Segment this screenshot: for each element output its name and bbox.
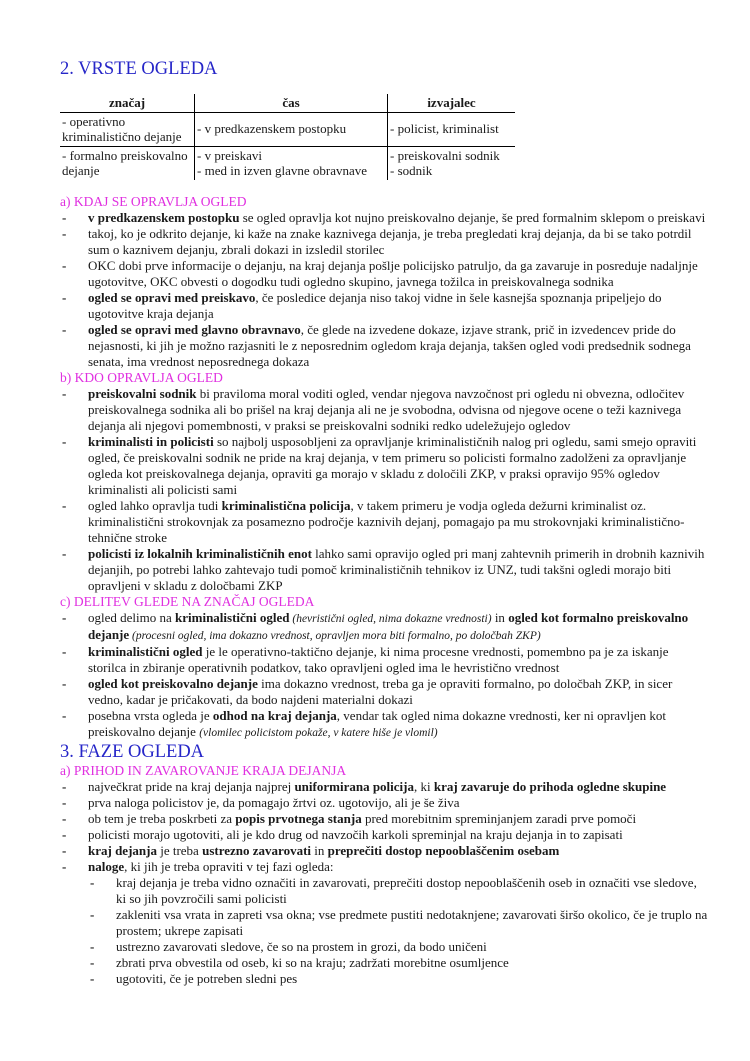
list-item: [60, 322, 710, 370]
list-item: [60, 676, 710, 708]
text: , ki jih je treba opraviti v tej fazi ogleda:: [124, 858, 334, 874]
subsection-title: a) PRIHOD IN ZAVAROVANJE KRAJA DEJANJA: [60, 762, 347, 778]
text: OKC dobi prve informacije o dejanju, na kraj dejanja pošlje policijsko patruljo, da ga zavaruje in posreduje nadaljnje ugotovitve, OKC obvesti o dogodku tudi ogledno skupino, javnega tožilca in preiskovalnega sodnika: [88, 257, 698, 289]
bold-text: ogled kot formalno preiskovalno dejanje: [88, 609, 689, 642]
bold-text: kriminalistični ogled: [175, 609, 290, 625]
list-item: [60, 795, 710, 811]
text: ob tem je treba poskrbeti za: [88, 810, 236, 826]
bold-text: ogled kot preiskovalno dejanje: [88, 675, 258, 691]
text: , ki: [413, 778, 434, 794]
bold-text: preiskovalni sodnik: [88, 385, 197, 401]
bold-text: policisti iz lokalnih kriminalističnih enot: [88, 545, 312, 561]
bold-text: ogled se opravi med glavno obravnavo: [88, 321, 301, 337]
table-cell: - v preiskavi - med in izven glavne obravnave: [195, 146, 388, 180]
list-item: [88, 907, 710, 939]
table-cell: - preiskovalni sodnik - sodnik: [388, 146, 516, 180]
text: in: [311, 842, 328, 858]
text: , vendar tak ogled nima dokazne vrednosti, ker ni opravljen kot preiskovalno dejanje: [88, 707, 667, 739]
bullet-list: [60, 210, 710, 370]
bullet-list: [60, 779, 710, 987]
bold-text: odhod na kraj dejanja: [212, 707, 337, 723]
text: so najbolj usposobljeni za opravljanje kriminalističnih nalog pri ogledu, sami smejo opraviti ogled, če preiskovalni sodnik ne pride na kraj dejanja, v tem primeru so policisti formalno zadolženi za opravljanje ogleda kot preiskovalnega dejanja, opraviti ga morajo v skladu z določili ZKP, v praksi opravijo 95% ogledov kriminalisti ali policisti sami: [88, 433, 697, 497]
list-item: [60, 811, 710, 827]
italic-note: (vlomilec policistom pokaže, v katere hiše je vlomil): [199, 726, 438, 739]
header-izvajalec: izvajalec: [388, 94, 516, 112]
text: in: [491, 609, 509, 625]
bold-text: popis prvotnega stanja: [235, 810, 362, 826]
list-item: [60, 226, 710, 258]
text: , če posledice dejanja niso takoj vidne in šele kasnejša spoznanja pripeljejo do ugotovitve kraja dejanja: [88, 289, 662, 321]
text: , v takem primeru je vodja ogleda dežurni kriminalist oz. kriminalistični strokovnjak za posamezno področje kaznivih dejanj, pomagajo pa mu strokovnjaki kriminalistično-tehnične stroke: [88, 497, 685, 545]
bold-text: kriminalistični ogled: [88, 643, 203, 659]
list-item: [60, 708, 710, 741]
table-cell: - formalno preiskovalno dejanje: [62, 147, 188, 178]
list-item: [60, 386, 710, 434]
subsection-title: b) KDO OPRAVLJA OGLED: [60, 369, 223, 385]
list-item: [60, 827, 710, 843]
list-item: [60, 644, 710, 676]
text: lahko sami opravijo ogled pri manj zahtevnih primerih in drobnih kaznivih dejanjih, po potrebi lahko zahtevajo tudi pomoč kriminalističnih tehnikov iz UNZ, tudi takšni ogledi morajo biti opravljeni v skladu z določbami ZKP: [88, 545, 705, 593]
list-item: [60, 859, 710, 987]
list-item: [88, 955, 710, 971]
italic-note: (hevristični ogled, nima dokazne vrednosti): [289, 612, 492, 625]
text: posebna vrsta ogleda je: [88, 707, 213, 723]
bold-text: kraj zavaruje do prihoda ogledne skupine: [433, 778, 667, 794]
subsection-title: a) KDAJ SE OPRAVLJA OGLED: [60, 193, 247, 209]
list-item: [88, 971, 710, 987]
text: pred morebitnim spreminjanjem zaradi prve pomoči: [361, 810, 637, 826]
document-page: [60, 58, 710, 987]
table-row: [60, 112, 515, 146]
text: zakleniti vsa vrata in zapreti vsa okna; vse predmete pustiti nedotaknjene; zavarovati širšo okolico, če je truplo na prostem; ukrepe zapisati: [116, 906, 708, 938]
text: prva naloga policistov je, da pomagajo žrtvi oz. ugotovijo, ali je še živa: [88, 794, 460, 810]
text: ogled delimo na: [88, 609, 176, 625]
table-cell: - policist, kriminalist: [388, 112, 516, 146]
bold-text: preprečiti dostop nepooblaščenim osebam: [327, 842, 560, 858]
bold-text: uniformirana policija: [294, 778, 414, 794]
text: je treba: [156, 842, 203, 858]
text: policisti morajo ugotoviti, ali je kdo drug od navzočih karkoli spreminjal na kraju dejanja in to zapisati: [88, 826, 623, 842]
list-item: [60, 258, 710, 290]
table-row: [60, 146, 515, 180]
list-item: [60, 434, 710, 498]
text: se ogled opravlja kot nujno preiskovalno dejanje, še pred formalnim sklepom o preiskavi: [239, 209, 706, 225]
sub-bullet-list: [88, 875, 710, 987]
bullet-list: [60, 386, 710, 594]
bold-text: v predkazenskem postopku: [88, 209, 240, 225]
italic-note: (procesni ogled, ima dokazno vrednost, opravljen mora biti formalno, po določbah ZKP): [129, 629, 541, 642]
bold-text: naloge: [88, 858, 125, 874]
section-3-title: 3. FAZE OGLEDA: [60, 741, 205, 762]
text: ustrezno zavarovati sledove, če so na prostem in grozi, da bodo uničeni: [116, 938, 487, 954]
list-item: [60, 210, 710, 226]
bullet-list: [60, 610, 710, 741]
text: kraj dejanja je treba vidno označiti in zavarovati, preprečiti dostop nepooblaščenih oseb in označiti vse sledove, ki so jih povzročili sami policisti: [116, 874, 697, 906]
bold-text: kriminalistična policija: [221, 497, 351, 513]
text: je le operativno-taktično dejanje, ki nima procesne vrednosti, pomembno pa je za iskanje storilca in zbiranje operativnih podatkov, tako opravljeni ogled ima le hevristično vrednost: [88, 643, 669, 675]
text: zbrati prva obvestila od oseb, ki so na kraju; zadržati morebitne osumljence: [116, 954, 509, 970]
table-cell: - operativno kriminalistično dejanje: [60, 112, 195, 146]
text: , če glede na izvedene dokaze, izjave strank, prič in izvedencev pride do nejasnosti, ki jih je možno razjasniti le z neposrednim ogledom kraja dejanja, takšen ogled vodi predsednik sodnega senata, ima vrednost neposrednega dokaza: [88, 321, 691, 369]
table-header-row: [60, 94, 515, 112]
list-item: [60, 779, 710, 795]
bold-text: ustrezno zavarovati: [202, 842, 312, 858]
bold-text: kriminalisti in policisti: [88, 433, 214, 449]
list-item: [60, 290, 710, 322]
text: največkrat pride na kraj dejanja najprej: [88, 778, 295, 794]
inspection-types-table: [60, 94, 515, 180]
text: ugotoviti, če je potreben sledni pes: [116, 970, 298, 986]
section-2-title: 2. VRSTE OGLEDA: [60, 59, 218, 79]
list-item: [60, 610, 710, 644]
header-cas: čas: [195, 94, 388, 112]
list-item: [88, 875, 710, 907]
subsection-title: c) DELITEV GLEDE NA ZNAČAJ OGLEDA: [60, 593, 315, 609]
header-znacaj: značaj: [60, 94, 195, 112]
list-item: [60, 843, 710, 859]
text: bi praviloma moral voditi ogled, vendar njegova navzočnost pri ogledu ni obvezna, odločitev preiskovalnega sodnika ali bo prišel na kraj dejanja ali ne je svobodna, odvisna od njegove ocene o teži kaznivega dejanja ali njegovi pomembnosti, v praksi se preiskovalni sodniki redko udeležujejo ogledov: [88, 385, 685, 433]
bold-text: ogled se opravi med preiskavo: [88, 289, 256, 305]
text: ogled lahko opravlja tudi: [88, 497, 222, 513]
list-item: [60, 498, 710, 546]
list-item: [60, 546, 710, 594]
text: takoj, ko je odkrito dejanje, ki kaže na znake kaznivega dejanja, je treba pregledati kraj dejanja, da bi se tako potrdil sum o kaznivem dejanju, zbrali dokazi in izsledil storilec: [88, 225, 692, 257]
bold-text: kraj dejanja: [88, 842, 157, 858]
list-item: [88, 939, 710, 955]
text: ima dokazno vrednost, treba ga je opraviti formalno, po določbah ZKP, in sicer vedno, kadar je pričakovati, da bodo najdeni materialni dokazi: [88, 675, 673, 707]
table-cell: - v predkazenskem postopku: [195, 112, 388, 146]
